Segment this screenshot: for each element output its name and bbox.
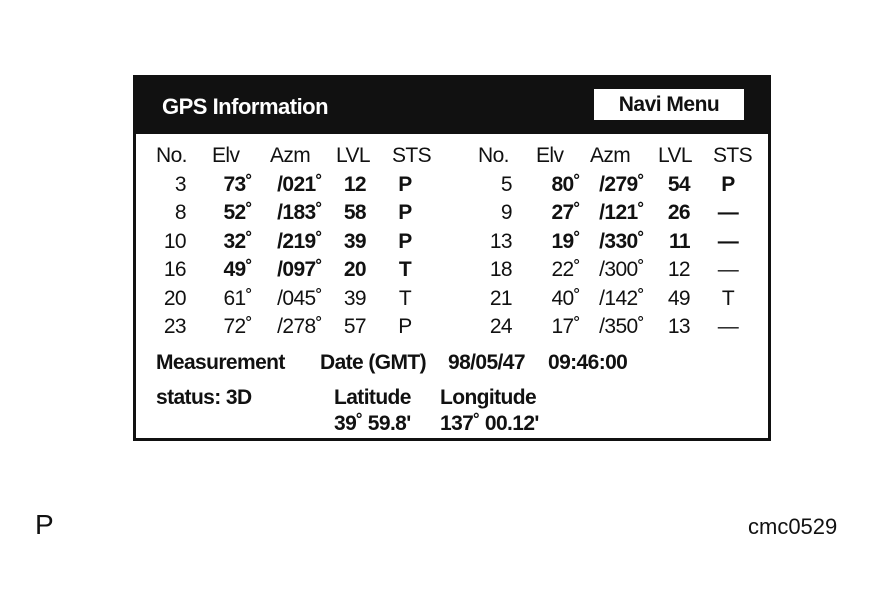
cell-elv: 49˚ bbox=[223, 258, 252, 281]
cell-no: 5 bbox=[500, 172, 512, 196]
cell-azm: /142˚ bbox=[599, 286, 644, 310]
cell-no: 23 bbox=[163, 315, 186, 338]
cell-lvl: 11 bbox=[669, 229, 690, 253]
header-no: No. bbox=[478, 144, 509, 167]
cell-no: 20 bbox=[163, 286, 186, 310]
cell-lvl: 39 bbox=[343, 286, 366, 310]
table-row bbox=[476, 228, 766, 257]
cell-azm: /350˚ bbox=[599, 315, 644, 338]
table-row bbox=[476, 256, 766, 285]
table-row bbox=[156, 256, 446, 285]
cell-no: 10 bbox=[163, 229, 186, 253]
cell-no: 8 bbox=[174, 201, 186, 224]
cell-lvl: 12 bbox=[343, 172, 366, 196]
header-sts: STS bbox=[713, 144, 753, 167]
cell-azm: /278˚ bbox=[277, 315, 322, 338]
satellite-table-right bbox=[476, 142, 766, 342]
measurement-time: 09:46:00 bbox=[548, 351, 628, 374]
cell-lvl: 49 bbox=[667, 286, 690, 310]
longitude-label: Longitude bbox=[440, 386, 537, 409]
cell-elv: 80˚ bbox=[551, 172, 580, 196]
title-bar bbox=[136, 78, 768, 134]
table-row bbox=[476, 313, 766, 342]
cell-no: 16 bbox=[163, 258, 186, 281]
table-row bbox=[476, 171, 766, 200]
cell-lvl: 13 bbox=[667, 315, 690, 338]
cell-no: 24 bbox=[489, 315, 512, 338]
cell-lvl: 26 bbox=[667, 201, 690, 224]
navi-menu-button[interactable]: Navi Menu bbox=[594, 89, 744, 120]
cell-azm: /097˚ bbox=[277, 258, 322, 281]
cell-no: 18 bbox=[489, 258, 512, 281]
cell-lvl: 20 bbox=[343, 258, 366, 281]
cell-no: 13 bbox=[489, 229, 512, 253]
screen-title: GPS Information bbox=[162, 94, 329, 119]
table-header-row bbox=[156, 142, 446, 171]
table-header-row bbox=[476, 142, 766, 171]
header-no: No. bbox=[156, 144, 187, 167]
table-row bbox=[156, 228, 446, 257]
measurement-label: Measurement bbox=[156, 351, 285, 374]
date-label: Date (GMT) bbox=[320, 351, 426, 374]
cell-elv: 19˚ bbox=[551, 229, 580, 253]
cell-azm: /045˚ bbox=[277, 286, 322, 310]
cell-lvl: 39 bbox=[343, 229, 366, 253]
cell-azm: /219˚ bbox=[277, 229, 322, 253]
header-elv: Elv bbox=[212, 144, 240, 167]
cell-elv: 17˚ bbox=[551, 315, 580, 338]
header-lvl: LVL bbox=[658, 144, 693, 167]
cell-sts: P bbox=[398, 172, 412, 196]
cell-elv: 61˚ bbox=[223, 286, 252, 310]
cell-sts: T bbox=[721, 286, 735, 310]
cell-azm: /183˚ bbox=[277, 201, 322, 224]
table-row bbox=[476, 199, 766, 228]
cell-sts: — bbox=[717, 201, 739, 224]
cell-elv: 27˚ bbox=[551, 201, 580, 224]
table-row bbox=[156, 171, 446, 200]
satellite-table-left bbox=[156, 142, 446, 342]
latitude-label: Latitude bbox=[334, 386, 411, 409]
header-elv: Elv bbox=[536, 144, 564, 167]
latitude-value: 39˚ 59.8' bbox=[334, 412, 411, 435]
cell-sts: P bbox=[398, 201, 412, 224]
header-lvl: LVL bbox=[336, 144, 371, 167]
table-row bbox=[156, 199, 446, 228]
cell-elv: 32˚ bbox=[223, 229, 252, 253]
cell-elv: 40˚ bbox=[551, 286, 580, 310]
cell-sts: P bbox=[398, 315, 412, 338]
status-text: status: 3D bbox=[156, 386, 252, 409]
cell-sts: — bbox=[717, 315, 739, 338]
cell-sts: — bbox=[717, 258, 739, 281]
cell-azm: /330˚ bbox=[599, 229, 644, 253]
header-azm: Azm bbox=[590, 144, 631, 167]
cell-elv: 22˚ bbox=[551, 258, 580, 281]
cell-lvl: 12 bbox=[667, 258, 690, 281]
cell-elv: 73˚ bbox=[223, 172, 252, 196]
cell-sts: P bbox=[398, 229, 412, 253]
cell-sts: — bbox=[717, 229, 739, 253]
gps-info-screen bbox=[133, 75, 771, 441]
cell-lvl: 54 bbox=[667, 172, 690, 196]
cell-sts: T bbox=[398, 286, 412, 310]
cell-sts: P bbox=[721, 172, 735, 196]
table-row bbox=[156, 285, 446, 314]
cell-azm: /121˚ bbox=[599, 201, 644, 224]
cell-no: 21 bbox=[489, 286, 512, 310]
header-azm: Azm bbox=[270, 144, 311, 167]
table-row bbox=[476, 285, 766, 314]
cell-sts: T bbox=[398, 258, 412, 281]
cell-azm: /300˚ bbox=[599, 258, 644, 281]
measurement-date: 98/05/47 bbox=[448, 351, 525, 374]
cell-azm: /021˚ bbox=[277, 172, 322, 196]
figure-marker: P bbox=[35, 509, 54, 540]
table-row bbox=[156, 313, 446, 342]
cell-lvl: 58 bbox=[343, 201, 366, 224]
cell-elv: 72˚ bbox=[223, 315, 252, 338]
cell-no: 9 bbox=[500, 201, 512, 224]
cell-azm: /279˚ bbox=[599, 172, 644, 196]
cell-no: 3 bbox=[174, 172, 186, 196]
header-sts: STS bbox=[392, 144, 432, 167]
cell-lvl: 57 bbox=[343, 315, 366, 338]
longitude-value: 137˚ 00.12' bbox=[440, 412, 539, 435]
cell-elv: 52˚ bbox=[223, 201, 252, 224]
figure-code: cmc0529 bbox=[748, 514, 838, 539]
